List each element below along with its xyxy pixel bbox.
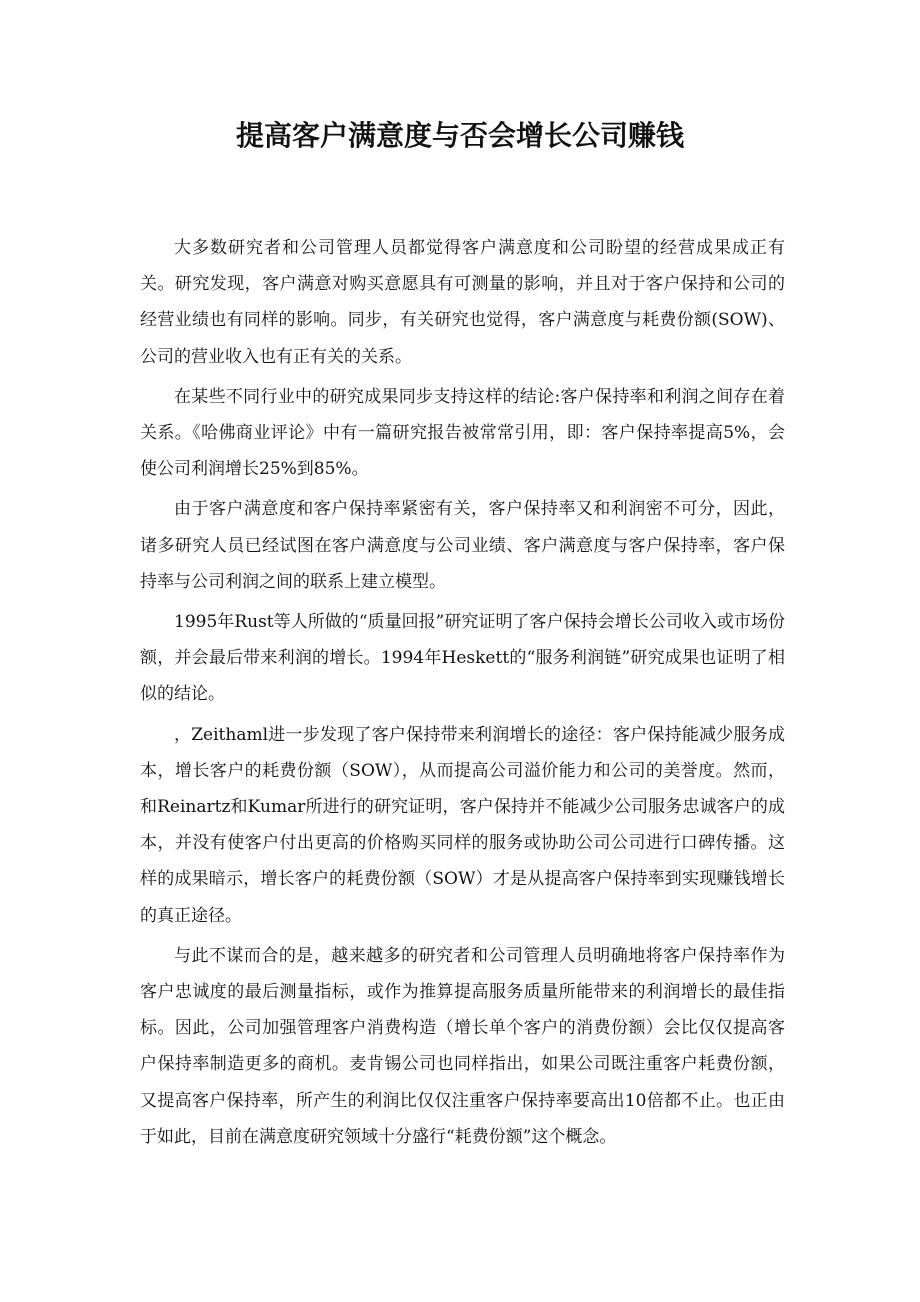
paragraph-4: 1995年Rust等人所做的“质量回报”研究证明了客户保持会增长公司收入或市场份额，并会最后带来利润的增长。1994年Heskett的“服务利润链”研究成果也证明了相似的结论。 (140, 612, 785, 705)
paragraph-5: ，Zeithaml进一步发现了客户保持带来利润增长的途径：客户保持能减少服务成本，增长客户的耗费份额（SOW），从而提高公司溢价能力和公司的美誉度。然而，和Reinartz和Kumar所进行的研究证明，客户保持并不能减少公司服务忠诚客户的成本，并没有使客户付出更高的价格购买同样的服务或协助公司公司进行口碑传播。这样的成果暗示，增长客户的耗费份额（SOW）才是从提高客户保持率到实现赚钱增长的真正途径。 (140, 724, 785, 926)
document-title: 提高客户满意度与否会增长公司赚钱 (235, 119, 684, 152)
paragraph-3: 由于客户满意度和客户保持率紧密有关，客户保持率又和利润密不可分，因此，诸多研究人员已经试图在客户满意度与公司业绩、客户满意度与客户保持率，客户保持率与公司利润之间的联系上建立模型。 (140, 499, 785, 592)
document-body (140, 230, 785, 1159)
paragraph-2: 在某些不同行业中的研究成果同步支持这样的结论:客户保持率和利润之间存在着关系。《哈佛商业评论》中有一篇研究报告被常常引用，即：客户保持率提高5%，会使公司利润增长25%到85%。 (140, 386, 785, 480)
paragraph-1: 大多数研究者和公司管理人员都觉得客户满意度和公司盼望的经营成果成正有关。研究发现，客户满意对购买意愿具有可测量的影响，并且对于客户保持和公司的经营业绩也有同样的影响。同步，有关研究也觉得，客户满意度与耗费份额(SOW)、公司的营业收入也有正有关的关系。 (140, 238, 785, 367)
paragraph-6: 与此不谋而合的是，越来越多的研究者和公司管理人员明确地将客户保持率作为客户忠诚度的最后测量指标，或作为推算提高服务质量所能带来的利润增长的最佳指标。因此，公司加强管理客户消费构造（增长单个客户的消费份额）会比仅仅提高客户保持率制造更多的商机。麦肯锡公司也同样指出，如果公司既注重客户耗费份额，又提高客户保持率，所产生的利润比仅仅注重客户保持率要高出10倍都不止。也正由于如此，目前在满意度研究领域十分盛行“耗费份额”这个概念。 (140, 945, 785, 1147)
